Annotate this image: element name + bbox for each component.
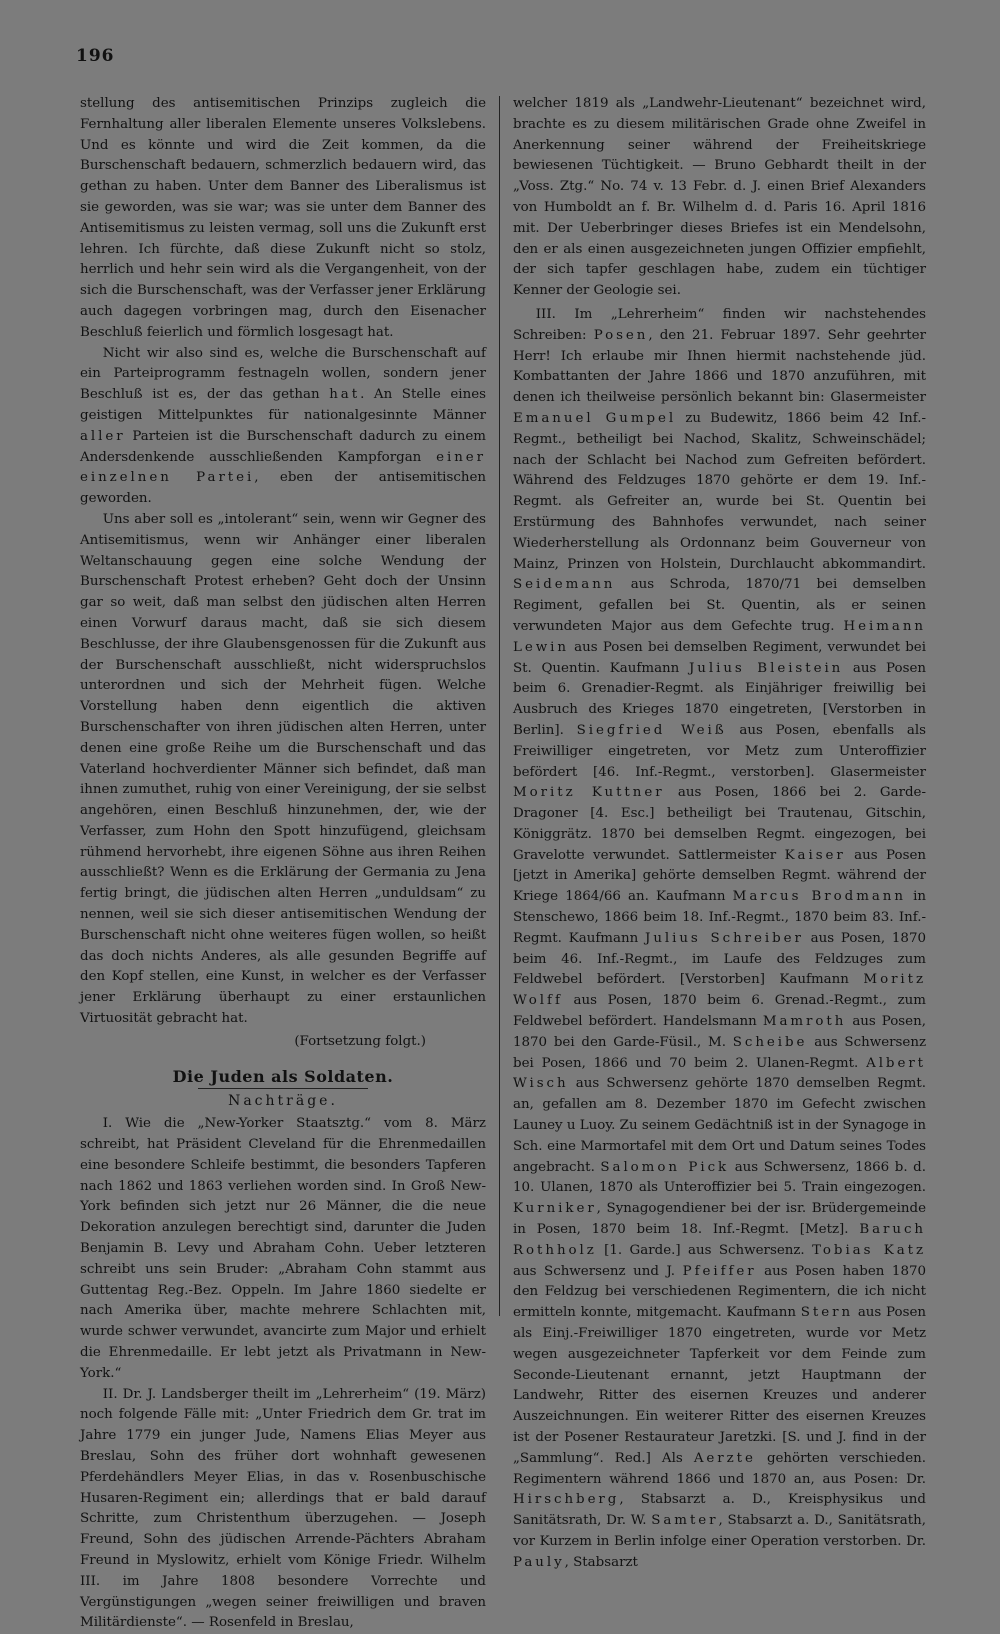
paragraph: welcher 1819 als „Landwehr-Lieutenant“ bezeichnet wird, brachte es zu diesem militärischen Grade ohne Zweifel in Anerkennung seiner während der Freiheitskriege bewiesenen Tüchtigkeit. — Bruno Gebhardt theilt in der „Voss. Ztg.“ No. 74 v. 13 Febr. d. J. einen Brief Alexanders von Humboldt an f. Br. Wilhelm d. d. Paris 16. April 1816 mit. Der Ueberbringer dieses Briefes ist ein Mendelsohn, den er als einen ausgezeichneten jungen Offizier empfiehlt, der sich tapfer geschlagen habe, zudem ein tüchtiger Kenner der Geologie sei. xyxy=(513,96,926,299)
text-run: gehörten verschieden. Regimentern während 1866 und 1870 an, aus Posen: Dr. xyxy=(513,1450,926,1487)
paragraph: Uns aber soll es „intolerant“ sein, wenn wir Gegner des Antisemitismus, wenn wir Anhänger einer liberalen Weltanschauung gegen eine solche Wendung der Burschenschaft Protest erheben? Geht doch der Unsinn gar so weit, daß man selbst den jüdischen alten Herren einen Vorwurf daraus macht, daß sie sich diesem Beschlusse, der ihre Glaubensgenossen für die Zukunft aus der Burschenschaft ausschließt, nicht widerspruchslos unterordnen und sich der Mehrheit fügen. Welche Vorstellung haben denn eigentlich die aktiven Burschenschafter von ihren jüdischen alten Herren, unter denen eine große Reihe um die Burschenschaft und das Vaterland hochverdienter Männer sich befindet, daß man ihnen zumuthet, ruhig von einer Vereinigung, der sie selbst angehören, einen Beschluß hinzunehmen, der, wie der Verfasser, zum Hohn den Spott hinzufügend, gleichsam rühmend hervorhebt, ihre eigenen Söhne aus ihren Reihen ausschließt? Wenn es die Erklärung der Germania zu Jena fertig bringt, die jüdischen alten Herren „unduldsam“ zu nennen, weil sie sich dieser antisemitischen Wendung der Burschenschaft nicht ohne weiteres fügen wollen, so heißt das doch nichts Anderes, als alle gesunden Begriffe auf den Kopf stellen, eine Kunst, in welcher es der Verfasser jener Erklärung überhaupt zu einer erstaunlichen Virtuosität gebracht hat. xyxy=(80,511,486,1027)
spaced-name: Stern xyxy=(800,1305,854,1321)
spaced-word: hat xyxy=(329,387,361,403)
text-run: zu Budewitz, 1866 beim 42 Inf.-Regmt., betheiligt bei Nachod, Skalitz, Schweinschädel; nach der Schlacht bei Nachod zum Gefreiten befördert. Während des Feldzuges 1870 gehörte er dem 19. Inf.-Regmt. als Gefreiter an, wurde bei St. Quentin bei Erstürmung des Bahnhofes verwundet, nach seiner Wiederherstellung als Ordonnanz beim Gouverneur von Mainz, Prinzen von Holstein, Durchlaucht abkommandirt. xyxy=(513,410,926,572)
spaced-name: Tobias Katz xyxy=(812,1242,926,1258)
spaced-word: aller xyxy=(80,428,126,444)
text-run: aus Schwersenz bei Posen, 1866 und 70 beim 2. Ulanen-Regmt. xyxy=(513,1034,926,1071)
spaced-name: Seidemann xyxy=(513,577,616,593)
spaced-name: Salomon Pick xyxy=(600,1159,730,1175)
left-column xyxy=(80,94,486,1634)
text-run: aus Posen, 1870 beim 46. Inf.-Regmt., im Laufe des Feldzuges zum Feldwebel befördert. [Verstorben] Kaufmann xyxy=(513,930,926,988)
text-run: , Synagogendiener bei der isr. Brüdergemeinde in Posen, 1870 beim 18. Inf.-Regmt. [Metz]. xyxy=(513,1201,926,1238)
spaced-name: Scheibe xyxy=(732,1034,808,1050)
spaced-name: Moritz Wolff xyxy=(513,972,926,1009)
text-run: aus Posen beim 6. Grenadier-Regmt. als Einjähriger freiwillig bei Ausbruch des Krieges 1870 eingetreten, [Verstorben in Berlin]. xyxy=(513,660,926,738)
text-run: Nicht wir also sind es, welche die Burschenschaft auf ein Parteiprogramm festnageln wollen, sondern jener Beschluß ist es, der das gethan xyxy=(80,345,486,403)
spaced-name: Kaiser xyxy=(784,847,846,863)
paragraph: stellung des antisemitischen Prinzips zugleich die Fernhaltung aller liberalen Elemente unseres Volkslebens. Und es könnte und wird die Zeit kommen, da die Burschenschaft bedauern, schmerzlich bedauern wird, das gethan zu haben. Unter dem Banner des Liberalismus ist sie geworden, was sie war; was sie unter dem Banner des Antisemitismus zu leisten vermag, soll uns die Zukunft erst lehren. Ich fürchte, daß diese Zukunft nicht so stolz, herrlich und hehr sein wird als die Vergangenheit, von der sich die Burschenschaft, was der Verfasser jener Erklärung auch dagegen vorbringen mag, durch den Eisenacher Beschluß feierlich und förmlich losgesagt hat. xyxy=(80,96,486,340)
spaced-name: Moritz Kuttner xyxy=(513,785,665,801)
spaced-name: Pauly xyxy=(513,1554,565,1570)
text-run: aus Posen [jetzt in Amerika] gehörte demselben Regmt. während der Kriege 1864/66 an. Kaufmann xyxy=(513,847,927,905)
paragraph xyxy=(80,344,486,510)
text-run: aus Schroda, 1870/71 bei demselben Regiment, gefallen bei St. Quentin, als er seinen verwundeten Major aus dem Gefechte trug. xyxy=(513,577,926,634)
continuation-note: (Fortsetzung folgt.) xyxy=(294,1033,426,1049)
spaced-word: Aerzte xyxy=(693,1450,756,1466)
spaced-name: Kurniker xyxy=(513,1201,597,1217)
article-heading: Die Juden als Soldaten. xyxy=(80,1067,486,1090)
text-run: aus Posen, 1870 beim 6. Grenad.-Regmt., zum Feldwebel befördert. Handelsmann xyxy=(513,993,926,1030)
page-number: 196 xyxy=(76,46,115,66)
spaced-name: Pfeiffer xyxy=(682,1263,757,1279)
text-run: aus Posen, 1870 bei den Garde-Füsil., M. xyxy=(513,1014,926,1050)
paragraph: I. Wie die „New-Yorker Staatsztg.“ vom 8. März schreibt, hat Präsident Cleveland für die Ehrenmedaillen eine besondere Schleife bestimmt, die besonders Tapferen nach 1862 und 1863 verliehen worden sind. In Groß New-York befinden sich jetzt nur 26 Männer, die die neue Dekoration anzulegen berechtigt sind, darunter die Juden Benjamin B. Levy und Abraham Cohn. Ueber letzteren schreibt uns sein Bruder: „Abraham Cohn stammt aus Guttentag Reg.-Bez. Oppeln. Im Jahre 1860 siedelte er nach Amerika über, machte mehrere Schlachten mit, wurde schwer verwundet, avancirte zum Major und erhielt die Ehrenmedaille. Er lebt jetzt als Privatmann in New-York.“ xyxy=(80,1116,486,1381)
text-run: [1. Garde.] aus Schwersenz. xyxy=(604,1242,805,1258)
spaced-name: Emanuel Gumpel xyxy=(513,410,677,426)
text-run: , Stabsarzt xyxy=(564,1554,638,1570)
spaced-word: Posen xyxy=(593,327,649,343)
text-run: III. Im „Lehrerheim“ finden wir nachstehendes Schreiben: xyxy=(513,306,926,343)
spaced-word: einer einzelnen Partei xyxy=(80,449,486,486)
text-run: aus Schwersenz und J. xyxy=(513,1263,676,1279)
spaced-name: Heimann Lewin xyxy=(513,618,926,655)
paragraph xyxy=(513,305,926,1574)
spaced-name: Marcus Brodmann xyxy=(732,889,906,905)
text-run: . An Stelle eines geistigen Mittelpunktes für nationalgesinnte Männer xyxy=(80,387,486,423)
spaced-name: Julius Schreiber xyxy=(645,930,804,946)
column-divider xyxy=(499,96,500,1316)
text-run: aus Posen haben 1870 den Feldzug bei verschiedenen Regimentern, die ich nicht ermitteln konnte, mitgemacht. Kaufmann xyxy=(513,1263,926,1321)
text-run: aus Posen bei demselben Regiment, verwundet bei St. Quentin. Kaufmann xyxy=(513,639,926,676)
spaced-name: Hirschberg xyxy=(513,1492,620,1508)
spaced-name: Julius Bleistein xyxy=(688,660,844,676)
text-run: Parteien ist die Burschenschaft dadurch zu einem Andersdenkende ausschließenden Kampforgan xyxy=(80,428,486,465)
paragraph: II. Dr. J. Landsberger theilt im „Lehrerheim“ (19. März) noch folgende Fälle mit: „Unter Friedrich dem Gr. trat im Jahre 1779 ein junger Jude, Namens Elias Meyer aus Breslau, Sohn des früher dort wohnhaft gewesenen Pferdehändlers Meyer Elias, in das v. Rosenbuschische Husaren-Regiment ein; allerdings that er bald darauf Schritte, zum Christenthum überzugehen. — Joseph Freund, Sohn des jüdischen Arrende-Pächters Abraham Freund in Myslowitz, erhielt vom Könige Friedr. Wilhelm III. im Jahre 1808 besondere Vorrechte und Vergünstigungen „wegen seiner freiwilligen und braven Militärdienste“. — Rosenfeld in Breslau, xyxy=(80,1386,486,1631)
text-run: aus Posen, 1866 bei 2. Garde-Dragoner [4. Esc.] betheiligt bei Trautenau, Gitschin, Königgrätz. 1870 bei demselben Regmt. eingezogen, bei Gravelotte verwundet. Sattlermeister xyxy=(513,785,927,863)
spaced-name: Samter xyxy=(651,1513,719,1529)
spaced-name: Albert Wisch xyxy=(513,1055,926,1092)
text-run: , eben der antisemitischen geworden. xyxy=(80,470,486,507)
right-column xyxy=(513,94,926,1574)
spaced-name: Baruch Rothholz xyxy=(513,1222,926,1258)
text-run: , den 21. Februar 1897. Sehr geehrter Herr! Ich erlaube mir Ihnen hiermit nachstehende jüd. Kombattanten der Jahre 1866 und 1870 anzuführen, mit denen ich theilweise persönlich bekannt bin: Glasermeister xyxy=(513,327,926,406)
spaced-name: Siegfried Weiß xyxy=(576,722,727,738)
text-run: aus Posen, ebenfalls als Freiwilliger eingetreten, vor Metz zum Unteroffizier befördert [46. Inf.-Regmt., verstorben]. Glasermeister xyxy=(513,722,926,780)
text-run: , Stabsarzt a. D., Kreisphysikus und Sanitätsrath, Dr. W. xyxy=(513,1492,926,1529)
text-run: aus Schwersenz, 1866 b. d. 10. Ulanen, 1870 als Unteroffizier bei 5. Train eingezogen. xyxy=(513,1159,926,1196)
text-run: aus Posen als Einj.-Freiwilliger 1870 eingetreten, wurde vor Metz wegen ausgezeichneter Tapferkeit vor dem Feinde zum Seconde-Lieutenant ernannt, jetzt Hauptmann der Landwehr, Ritter des eisernen Kreuzes und anderer Auszeichnungen. Ein weiterer Ritter des eisernen Kreuzes ist der Posener Restaurateur Jaretzki. [S. und J. find in der „Sammlung“. Red.] Als xyxy=(513,1305,927,1466)
text-run: in Stenschewo, 1866 beim 18. Inf.-Regmt., 1870 beim 83. Inf.-Regmt. Kaufmann xyxy=(513,889,926,946)
spaced-name: Mamroth xyxy=(762,1014,847,1030)
text-run: aus Schwersenz gehörte 1870 demselben Regmt. an, gefallen am 8. Dezember 1870 im Gefecht zwischen Launey u Luoy. Zu seinem Gedächtniß ist in der Synagoge in Sch. eine Marmortafel mit dem Ort und Datum seines Todes angebracht. xyxy=(513,1076,926,1175)
article-subheading: Nachträge. xyxy=(228,1093,338,1110)
text-run: , Stabsarzt a. D., Sanitätsrath, vor Kurzem in Berlin infolge einer Operation verstorben. Dr. xyxy=(513,1513,926,1549)
